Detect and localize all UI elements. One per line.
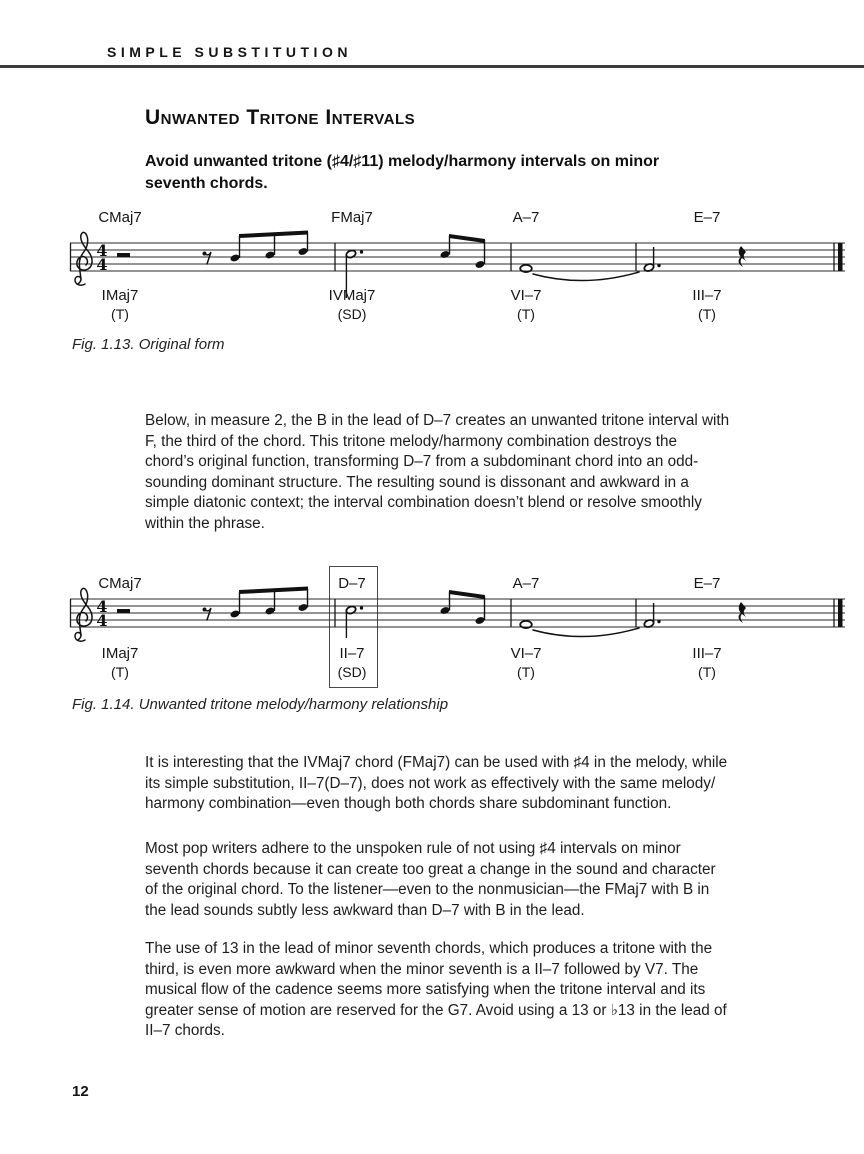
chord-symbol: A–7 xyxy=(512,209,540,226)
staff-fig-1-13 xyxy=(68,220,848,312)
harmonic-function: (T) xyxy=(517,306,535,322)
roman-numeral: II–7 xyxy=(339,645,365,662)
roman-numeral: VI–7 xyxy=(510,645,542,662)
harmonic-function: (SD) xyxy=(337,306,367,322)
treble-clef-icon xyxy=(75,232,92,285)
treble-clef-icon xyxy=(75,588,92,641)
staff-lines xyxy=(70,599,845,627)
paragraph: Below, in measure 2, the B in the lead of D–7 creates an unwanted tritone interval with F, the third of the chord. This tritone melody/harmony combination destroys the chord’s original function, transforming D–7 from a subdominant chord into an odd-sounding dominant structure. The resulting sound is dissonant and awkward in a simple diatonic context; the interval combination doesn’t blend or resolve smoothly within the phrase. xyxy=(145,412,730,532)
time-sig-top: 4 xyxy=(96,597,108,616)
paragraph: It is interesting that the IVMaj7 chord (FMaj7) can be used with ♯4 in the melody, while its simple substitution, II–7(D–7), does not work as effectively with the same melody/ harmony combination—even though both chords share subdominant function. xyxy=(145,754,728,812)
dotted-half-note xyxy=(643,603,660,628)
half-rest xyxy=(117,609,130,613)
roman-numeral: IMaj7 xyxy=(101,287,139,304)
time-signature xyxy=(96,597,107,630)
eighth-note-group xyxy=(230,587,309,619)
chord-symbol: E–7 xyxy=(693,575,721,592)
roman-numeral: IVMaj7 xyxy=(328,287,376,304)
paragraph: Most pop writers adhere to the unspoken rule of not using ♯4 intervals on minor seventh chords because it can create too great a change in the sound and character of the original chord. To the listener—even to the nonmusician—the FMaj7 with B in the lead sounds subtly less awkward than D–7 with B in the lead. xyxy=(145,840,716,919)
roman-numeral: III–7 xyxy=(692,287,722,304)
chord-symbol: CMaj7 xyxy=(98,209,142,226)
roman-numeral: IMaj7 xyxy=(101,645,139,662)
time-sig-top: 4 xyxy=(96,241,108,260)
chord-symbol: E–7 xyxy=(693,209,721,226)
chord-symbol: CMaj7 xyxy=(98,575,142,592)
eighth-note-group xyxy=(230,231,309,263)
staff-fig-1-14 xyxy=(68,576,848,668)
time-sig-bottom: 4 xyxy=(96,255,108,274)
roman-numeral: VI–7 xyxy=(510,287,542,304)
harmonic-function: (T) xyxy=(111,664,129,680)
section-heading: Unwanted Tritone Intervals xyxy=(145,106,416,129)
running-head: SIMPLE SUBSTITUTION xyxy=(107,44,352,60)
eighth-rest xyxy=(203,608,212,621)
half-rest xyxy=(117,253,130,257)
harmonic-function: (T) xyxy=(517,664,535,680)
figure-caption: Fig. 1.13. Original form xyxy=(72,336,225,353)
harmonic-function: (T) xyxy=(111,306,129,322)
page-number: 12 xyxy=(72,1083,89,1100)
dotted-half-note xyxy=(643,247,660,272)
rule-line-2: seventh chords. xyxy=(145,175,268,192)
chord-symbol: A–7 xyxy=(512,575,540,592)
paragraph: The use of 13 in the lead of minor seventh chords, which produces a tritone with the third, is even more awkward when the minor seventh is a II–7 followed by V7. The musical flow of the cadence seems more satisfying when the tritone interval and its greater sense of motion are reserved for the G7. Avoid using a 13 or ♭13 in the lead of II–7 chords. xyxy=(145,940,727,1039)
tie xyxy=(533,628,639,637)
time-sig-bottom: 4 xyxy=(96,611,108,630)
dotted-half-note xyxy=(345,605,363,638)
chord-symbol: D–7 xyxy=(338,575,366,592)
header-rule xyxy=(0,65,864,68)
harmonic-function: (SD) xyxy=(337,664,367,680)
rule-statement xyxy=(145,151,715,195)
staff-lines xyxy=(70,243,845,271)
harmonic-function: (T) xyxy=(698,664,716,680)
harmonic-function: (T) xyxy=(698,306,716,322)
figure-caption: Fig. 1.14. Unwanted tritone melody/harmony relationship xyxy=(72,696,449,713)
time-signature xyxy=(96,241,107,274)
tie xyxy=(533,272,639,281)
rule-line-1: Avoid unwanted tritone (♯4/♯11) melody/harmony intervals on minor xyxy=(145,153,660,170)
eighth-rest xyxy=(203,252,212,265)
roman-numeral: III–7 xyxy=(692,645,722,662)
chord-symbol: FMaj7 xyxy=(331,209,373,226)
